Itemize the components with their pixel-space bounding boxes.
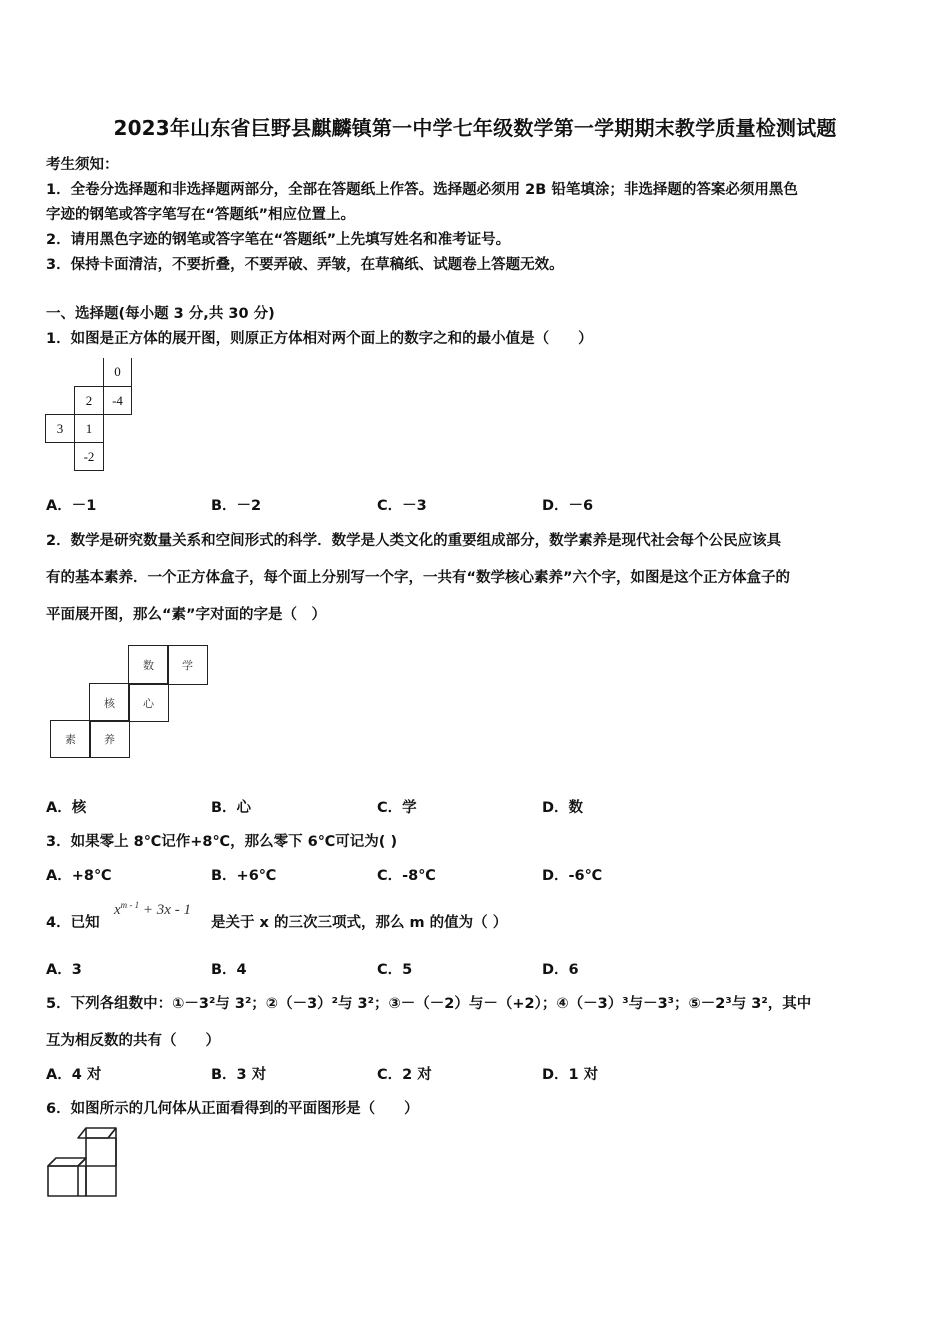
- option-d: D．6: [542, 962, 579, 978]
- question-3-stem: 3．如果零上 8℃记作+8℃，那么零下 6℃可记为( ): [46, 834, 398, 850]
- net-cell: -2: [74, 442, 104, 471]
- option-b: B．3 对: [211, 1067, 267, 1083]
- notice-line: 3．保持卡面清洁，不要折叠，不要弄破、弄皱，在草稿纸、试题卷上答题无效。: [46, 257, 564, 273]
- page-title: 2023年山东省巨野县麒麟镇第一中学七年级数学第一学期期末教学质量检测试题: [113, 116, 837, 140]
- net-cell: 数: [128, 645, 169, 685]
- question-5-stem: 5．下列各组数中：①－3²与 3²；②（－3）²与 3²；③－（－2）与－（+2）；④（－3）³与－3³；⑤－2³与 3²，其中: [46, 996, 812, 1012]
- net-cell: 2: [74, 386, 104, 415]
- option-b: B．－2: [211, 498, 262, 514]
- option-d: D．-6℃: [542, 868, 603, 884]
- option-a: A．+8℃: [46, 868, 112, 884]
- question-5-stem: 互为相反数的共有（ ）: [46, 1033, 220, 1049]
- question-2-stem: 有的基本素养．一个正方体盒子，每个面上分别写一个字，一共有“数学核心素养”六个字，如图是这个正方体盒子的: [46, 570, 791, 586]
- net-cell: 心: [128, 683, 169, 722]
- option-c: C．5: [377, 962, 413, 978]
- notice-heading: 考生须知：: [46, 157, 119, 173]
- question-4-post: 是关于 x 的三次三项式，那么 m 的值为（ ）: [211, 915, 508, 931]
- option-c: C．－3: [377, 498, 427, 514]
- cube-solid-figure: [44, 1124, 124, 1200]
- option-d: D．－6: [542, 498, 594, 514]
- question-4-pre: 4．已知: [46, 915, 100, 931]
- notice-line: 1．全卷分选择题和非选择题两部分，全部在答题纸上作答。选择题必须用 2B 铅笔填涂；非选择题的答案必须用黑色: [46, 182, 798, 198]
- polynomial-expression: [114, 900, 191, 919]
- option-b: B．+6℃: [211, 868, 277, 884]
- option-a: A．4 对: [46, 1067, 102, 1083]
- question-2-stem: 平面展开图，那么“素”字对面的字是（ ）: [46, 607, 327, 623]
- option-b: B．心: [211, 800, 252, 816]
- question-1-stem: 1．如图是正方体的展开图，则原正方体相对两个面上的数字之和的最小值是（ ）: [46, 331, 593, 347]
- notice-line: 2．请用黑色字迹的钢笔或答字笔在“答题纸”上先填写姓名和准考证号。: [46, 232, 511, 248]
- net-cell: 养: [89, 720, 130, 758]
- expr-rest: + 3x - 1: [139, 902, 191, 918]
- option-c: C．-8℃: [377, 868, 436, 884]
- option-d: D．数: [542, 800, 584, 816]
- net-cell: 1: [74, 414, 104, 443]
- question-6-stem: 6．如图所示的几何体从正面看得到的平面图形是（ ）: [46, 1101, 419, 1117]
- net-cell: 素: [50, 720, 91, 758]
- net-cell: 核: [89, 683, 130, 722]
- expr-base: x: [114, 902, 121, 918]
- option-a: A．核: [46, 800, 87, 816]
- option-c: C．学: [377, 800, 417, 816]
- question-2-stem: 2．数学是研究数量关系和空间形式的科学．数学是人类文化的重要组成部分，数学素养是现代社会每个公民应该具: [46, 533, 782, 549]
- net-cell: 0: [103, 358, 132, 387]
- option-b: B．4: [211, 962, 247, 978]
- option-c: C．2 对: [377, 1067, 432, 1083]
- net-cell: 3: [45, 414, 75, 443]
- net-cell: -4: [103, 386, 132, 415]
- notice-line: 字迹的钢笔或答字笔写在“答题纸”相应位置上。: [46, 207, 356, 223]
- expr-exponent: m - 1: [120, 900, 140, 910]
- section-heading: 一、选择题(每小题 3 分,共 30 分): [46, 306, 275, 322]
- option-a: A．－1: [46, 498, 97, 514]
- option-a: A．3: [46, 962, 82, 978]
- option-d: D．1 对: [542, 1067, 599, 1083]
- net-cell: 学: [167, 645, 208, 685]
